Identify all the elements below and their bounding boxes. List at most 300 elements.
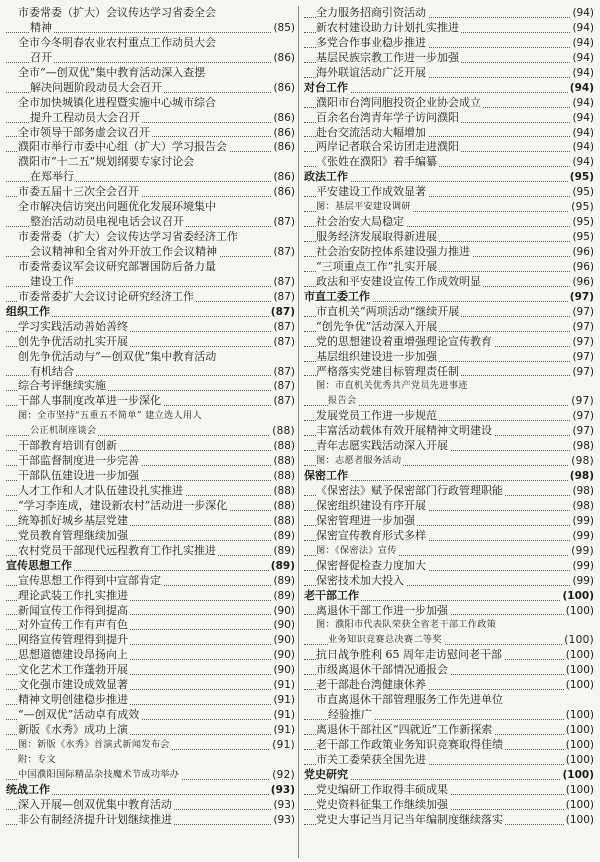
page-number: (99) [572, 559, 594, 572]
entry-title: 文化强市建设成效显著 [18, 678, 128, 692]
toc-entry[interactable] [304, 693, 594, 708]
page-number: (89) [270, 559, 295, 572]
entry-title: 干部人事制度改革进一步深化 [18, 394, 161, 408]
entry-title: 全力服务招商引资活动 [316, 6, 426, 19]
page-number: (90) [273, 634, 295, 647]
page-number: (87) [273, 216, 295, 229]
entry-title: 农村党员干部现代远程教育工作扎实推进 [18, 543, 216, 557]
section-title: 组织工作 [6, 304, 50, 318]
toc-entry[interactable] [6, 335, 295, 350]
page-number: (97) [571, 395, 594, 408]
page-number: (100) [565, 738, 594, 751]
page-number: (96) [572, 275, 594, 288]
entry-title: 干部教育培训有创新 [18, 439, 117, 453]
page-number: (94) [572, 156, 594, 169]
entry-title: 老干部工作政策业务知识竞赛取得佳绩 [316, 737, 503, 751]
toc-entry[interactable] [6, 514, 295, 529]
entry-title: 基层民族宗教工作进一步加强 [316, 50, 459, 64]
toc-entry[interactable] [304, 424, 594, 439]
page-number: (94) [572, 36, 594, 49]
toc-entry[interactable] [304, 813, 594, 828]
page-number: (94) [572, 96, 594, 109]
toc-entry[interactable] [304, 215, 594, 230]
entry-title: 附：专文 [18, 753, 56, 765]
toc-entry[interactable] [304, 260, 594, 275]
page-number: (99) [572, 514, 594, 527]
section-title: 宣传思想工作 [6, 558, 72, 572]
page-number: (97) [569, 290, 594, 303]
toc-entry[interactable] [304, 320, 594, 335]
entry-title: 图：市直机关优秀共产党员先进事迹 [316, 380, 468, 392]
page-number: (91) [273, 679, 295, 692]
toc-entry[interactable] [304, 708, 594, 723]
toc-entry[interactable] [304, 275, 594, 290]
toc-entry[interactable] [6, 723, 295, 738]
toc-entry[interactable] [304, 529, 594, 544]
entry-title: 基层组织建设进一步加强 [316, 349, 437, 363]
page-number: (94) [572, 66, 594, 79]
page-number: (88) [273, 470, 295, 483]
toc-section-heading[interactable] [304, 81, 594, 96]
entry-title: 图：基层平安建设调研 [316, 201, 411, 213]
entry-title: 业务知识竞赛总决赛二等奖 [328, 634, 442, 646]
toc-entry[interactable] [6, 111, 295, 126]
toc-entry[interactable] [304, 96, 594, 111]
page-number: (91) [273, 709, 295, 722]
toc-entry[interactable] [6, 200, 295, 215]
entry-title: 图：濮阳市代表队荣获全省老干部工作政策 [316, 619, 497, 631]
section-title: 政法工作 [304, 170, 348, 184]
section-title: 统战工作 [6, 782, 50, 796]
toc-entry[interactable] [304, 753, 594, 768]
toc-section-heading[interactable] [6, 305, 295, 320]
entry-title: 市直机关“两项活动”继续开展 [316, 304, 460, 318]
toc-entry[interactable] [304, 66, 594, 81]
toc-entry[interactable] [6, 155, 295, 170]
entry-title: 文化艺术工作蓬勃开展 [18, 663, 128, 677]
page-number: (87) [270, 305, 295, 318]
page-number: (100) [565, 724, 594, 736]
entry-title: 精神文明创建稳步推进 [18, 693, 128, 707]
toc-entry[interactable] [304, 155, 594, 170]
entry-title: 全市“—创双优”集中教育活动深入查摆 [18, 65, 206, 79]
section-title: 保密工作 [304, 469, 348, 483]
page-number: (100) [565, 679, 594, 692]
toc-entry[interactable] [6, 574, 295, 589]
entry-title: “—创双优”活动卓有成效 [18, 708, 140, 722]
page-number: (86) [273, 141, 295, 154]
page-number: (90) [273, 664, 295, 677]
entry-title: 保密管理进一步加强 [316, 513, 415, 527]
entry-title: 党史编研工作取得丰硕成果 [316, 782, 448, 796]
toc-entry[interactable] [6, 648, 295, 663]
toc-entry[interactable] [6, 21, 295, 36]
page-number: (96) [572, 260, 594, 273]
entry-title: 建设工作 [30, 274, 74, 288]
toc-entry[interactable] [6, 379, 295, 394]
entry-title: 对外宣传工作有声有色 [18, 618, 128, 632]
page-number: (89) [273, 529, 295, 542]
toc-entry[interactable] [304, 648, 594, 663]
toc-section-heading[interactable] [304, 469, 594, 484]
toc-entry[interactable] [304, 305, 594, 320]
entry-title: 保密宣传教育形式多样 [316, 528, 426, 542]
page-number: (97) [572, 365, 594, 378]
toc-entry[interactable] [6, 454, 295, 469]
page-number: (97) [572, 425, 594, 438]
toc-entry[interactable] [304, 618, 594, 633]
toc-entry[interactable] [304, 439, 594, 454]
toc-entry[interactable] [304, 126, 594, 141]
column-divider [298, 6, 299, 858]
toc-right-column [304, 6, 594, 828]
entry-title: 图：《保密法》宣传 [316, 544, 397, 556]
entry-title: 全市加快城镇化进程暨实施中心城市综合 [18, 95, 216, 109]
page-number: (100) [565, 649, 594, 662]
page-number: (87) [273, 275, 295, 288]
page-number: (91) [273, 724, 295, 736]
page-number: (90) [273, 619, 295, 632]
entry-title: 全市今冬明春农业农村重点工作动员大会 [18, 35, 216, 49]
page-number: (94) [572, 141, 594, 154]
entry-title: 多党合作事业稳步推进 [316, 35, 426, 49]
page-number: (88) [273, 455, 295, 468]
page-number: (100) [565, 664, 594, 677]
entry-title: “学习李连成，建设新农村”活动进一步深化 [18, 498, 228, 512]
page-number: (86) [273, 126, 295, 139]
section-title: 党史研究 [304, 767, 348, 781]
page-number: (90) [273, 649, 295, 662]
entry-title: 深入开展—创双优集中教育活动 [18, 797, 172, 811]
entry-title: 百余名台湾青年学子访问濮阳 [316, 110, 459, 124]
toc-entry[interactable] [6, 738, 295, 753]
page-number: (91) [273, 694, 295, 707]
toc-entry[interactable] [6, 633, 295, 648]
page-number: (99) [572, 529, 594, 542]
page-number: (97) [572, 350, 594, 363]
toc-section-heading[interactable] [6, 783, 295, 798]
page-number: (95) [571, 201, 594, 214]
toc-entry[interactable] [6, 589, 295, 604]
entry-title: 党员教育管理继续加强 [18, 528, 128, 542]
entry-title: 濮阳市举行市委中心组（扩大）学习报告会 [18, 140, 227, 154]
toc-entry[interactable] [304, 335, 594, 350]
page-number: (87) [273, 320, 295, 333]
page-number: (93) [273, 798, 295, 811]
entry-title: 综合考评继续实施 [18, 379, 106, 393]
toc-entry[interactable] [6, 140, 295, 155]
page-number: (97) [572, 335, 594, 348]
toc-entry[interactable] [6, 66, 295, 81]
page-number: (100) [565, 783, 594, 796]
toc-entry[interactable] [6, 439, 295, 454]
entry-title: 赴台交流活动大幅增加 [316, 125, 426, 139]
entry-title: 经验推广 [328, 708, 372, 722]
toc-entry[interactable] [304, 350, 594, 365]
toc-entry[interactable] [6, 484, 295, 499]
page-number: (89) [273, 544, 295, 557]
toc-entry[interactable] [6, 394, 295, 409]
toc-entry[interactable] [304, 559, 594, 574]
page-number: (100) [562, 768, 594, 781]
page-number: (98) [569, 470, 594, 483]
entry-title: 《张姓在濮阳》着手编纂 [316, 155, 437, 169]
page-number: (87) [273, 395, 295, 408]
toc-section-heading[interactable] [6, 559, 295, 574]
toc-entry[interactable] [6, 499, 295, 514]
toc-entry[interactable] [304, 663, 594, 678]
toc-entry[interactable] [6, 753, 295, 768]
toc-entry[interactable] [304, 798, 594, 813]
entry-title: 非公有制经济提升计划继续推进 [18, 812, 172, 826]
entry-title: 保密组织建设有序开展 [316, 498, 426, 512]
page-number: (98) [572, 440, 594, 453]
page-number: (99) [571, 544, 594, 557]
toc-entry[interactable] [304, 111, 594, 126]
page-number: (90) [273, 604, 295, 617]
toc-entry[interactable] [6, 290, 295, 305]
page-number: (88) [273, 440, 295, 453]
toc-entry[interactable] [304, 574, 594, 589]
toc-entry[interactable] [304, 484, 594, 499]
entry-title: 报告会 [328, 395, 357, 407]
entry-title: 全市领导干部务虚会议召开 [18, 125, 150, 139]
toc-entry[interactable] [304, 544, 594, 559]
entry-title: 市直离退休干部管理服务工作先进单位 [316, 693, 503, 707]
page-number: (94) [572, 126, 594, 139]
entry-title: 濮阳市台湾同胞投资企业协会成立 [316, 95, 481, 109]
page-number: (87) [273, 246, 295, 258]
entry-title: 中国濮阳国际精品杂技魔术节成功举办 [18, 768, 180, 780]
toc-entry[interactable] [304, 499, 594, 514]
entry-title: 老干部赴台湾健康休养 [316, 678, 426, 692]
page-number: (100) [564, 634, 594, 647]
entry-title: 市委常委议军会议研究部署国防后备力量 [18, 259, 216, 273]
page-number: (100) [562, 589, 594, 602]
entry-title: 濮阳市“十二五”规划纲要专家讨论会 [18, 155, 195, 169]
entry-title: 离退休干部工作进一步加强 [316, 603, 448, 617]
page-number: (86) [273, 186, 295, 199]
page-number: (87) [273, 290, 295, 303]
toc-entry[interactable] [304, 21, 594, 36]
entry-title: 解决问题阶段动员大会召开 [30, 80, 162, 94]
entry-title: 图：新版《水秀》首演式新闻发布会 [18, 738, 170, 750]
toc-entry[interactable] [6, 469, 295, 484]
entry-title: 提升工程动员大会召开 [30, 110, 140, 124]
page-number: (97) [572, 320, 594, 333]
toc-entry[interactable] [6, 6, 295, 21]
toc-left-column [6, 6, 295, 828]
toc-entry[interactable] [304, 245, 594, 260]
toc-entry[interactable] [304, 783, 594, 798]
toc-entry[interactable] [304, 738, 594, 753]
entry-title: 党的思想建设着重增强理论宣传教育 [316, 334, 492, 348]
toc-entry[interactable] [6, 81, 295, 96]
toc-entry[interactable] [6, 51, 295, 66]
toc-entry[interactable] [6, 618, 295, 633]
entry-title: 保密技术加大投入 [316, 573, 404, 587]
toc-entry[interactable] [304, 36, 594, 51]
entry-title: 丰富活动载体有效开展精神文明建设 [316, 424, 492, 438]
page-number: (93) [270, 783, 295, 796]
toc-section-heading[interactable] [304, 290, 594, 305]
page-number: (87) [273, 380, 295, 393]
toc-entry[interactable] [304, 514, 594, 529]
toc-entry[interactable] [6, 126, 295, 141]
entry-title: 新农村建设助力计划扎实推进 [316, 20, 459, 34]
toc-entry[interactable] [304, 6, 594, 21]
entry-title: 离退休干部社区“四就近”工作新探索 [316, 723, 493, 736]
entry-title: 市委常委（扩大）会议传达学习省委全会 [18, 6, 216, 19]
toc-entry[interactable] [304, 379, 594, 394]
toc-entry[interactable] [304, 633, 594, 648]
toc-entry[interactable] [6, 544, 295, 559]
toc-entry[interactable] [304, 678, 594, 693]
toc-entry[interactable] [304, 394, 594, 409]
toc-entry[interactable] [6, 693, 295, 708]
toc-entry[interactable] [6, 185, 295, 200]
page-number: (97) [572, 305, 594, 318]
toc-entry[interactable] [6, 260, 295, 275]
page-number: (95) [572, 231, 594, 244]
page-number: (100) [565, 604, 594, 617]
entry-title: 有机结合 [30, 364, 74, 378]
page-number: (89) [273, 574, 295, 587]
entry-title: 服务经济发展取得新进展 [316, 230, 437, 244]
page-number: (88) [272, 425, 295, 438]
entry-title: 创先争优活动扎实开展 [18, 334, 128, 348]
toc-entry[interactable] [6, 36, 295, 51]
toc-entry[interactable] [6, 320, 295, 335]
toc-entry[interactable] [6, 409, 295, 424]
toc-entry[interactable] [6, 350, 295, 365]
entry-title: 干部队伍建设进一步加强 [18, 469, 139, 483]
toc-section-heading[interactable] [304, 170, 594, 185]
toc-entry[interactable] [6, 275, 295, 290]
toc-entry[interactable] [6, 768, 295, 783]
entry-title: 统筹抓好城乡基层党建 [18, 513, 128, 527]
toc-entry[interactable] [6, 798, 295, 813]
entry-title: 宣传思想工作得到中宣部肯定 [18, 573, 161, 587]
entry-title: 理论武装工作扎实推进 [18, 588, 128, 602]
toc-entry[interactable] [6, 245, 295, 260]
page-number: (87) [273, 365, 295, 378]
toc-entry[interactable] [6, 529, 295, 544]
page-number: (95) [572, 216, 594, 229]
page-number: (99) [572, 574, 594, 587]
entry-title: 市委常委（扩大）会议传达学习省委经济工作 [18, 230, 238, 244]
page-number: (98) [571, 455, 594, 468]
toc-entry[interactable] [6, 708, 295, 723]
entry-title: 精神 [30, 20, 52, 34]
page-number: (97) [572, 410, 594, 423]
section-title: 市直工委工作 [304, 289, 370, 303]
entry-title: 严格落实党建目标管理责任制 [316, 364, 459, 378]
toc-entry[interactable] [6, 365, 295, 380]
toc-section-heading[interactable] [304, 589, 594, 604]
page-number: (88) [273, 499, 295, 512]
entry-title: 全市解决信访突出问题优化发展环境集中 [18, 200, 216, 214]
toc-entry[interactable] [304, 409, 594, 424]
page-number: (95) [572, 186, 594, 199]
entry-title: “创先争优”活动深入开展 [316, 319, 438, 333]
toc-entry[interactable] [304, 604, 594, 619]
entry-title: 学习实践活动善始善终 [18, 319, 128, 333]
entry-title: 会议精神和全省对外开放工作会议精神 [30, 245, 217, 258]
entry-title: 图：全市坚持“五重五不简单” 建立选人用人 [18, 410, 202, 422]
page-number: (86) [273, 81, 295, 94]
entry-title: 市委常委扩大会议讨论研究经济工作 [18, 289, 194, 303]
page-number: (89) [273, 589, 295, 602]
entry-title: 保密督促检查力度加大 [316, 558, 426, 572]
toc-entry[interactable] [304, 200, 594, 215]
toc-entry[interactable] [6, 170, 295, 185]
page-number: (88) [273, 514, 295, 527]
entry-title: 图：志愿者服务活动 [316, 455, 402, 467]
section-title: 对台工作 [304, 80, 348, 94]
entry-title: 网络宣传管理得到提升 [18, 633, 128, 647]
entry-title: 召开 [30, 50, 52, 64]
page-number: (95) [569, 171, 594, 184]
toc-entry[interactable] [304, 230, 594, 245]
toc-entry[interactable] [6, 424, 295, 439]
entry-title: 抗日战争胜利 65 周年走访慰问老干部 [316, 648, 502, 662]
toc-entry[interactable] [304, 51, 594, 66]
toc-entry[interactable] [304, 185, 594, 200]
page-number: (88) [273, 485, 295, 497]
entry-title: 新版《水秀》成功上演 [18, 723, 128, 736]
page-number: (98) [572, 485, 594, 497]
page-number: (94) [569, 81, 594, 94]
toc-entry[interactable] [304, 365, 594, 380]
toc-entry[interactable] [6, 230, 295, 245]
entry-title: 两岸记者联合采访团走进濮阳 [316, 140, 459, 154]
toc-entry[interactable] [6, 215, 295, 230]
toc-entry[interactable] [6, 96, 295, 111]
page-number: (92) [272, 768, 295, 781]
toc-entry[interactable] [6, 678, 295, 693]
entry-title: 公正机制座谈会 [30, 425, 97, 437]
entry-title: 政法和平安建设宣传工作成效明显 [316, 274, 481, 288]
page-number: (85) [273, 21, 295, 34]
entry-title: 海外联谊活动广泛开展 [316, 65, 426, 79]
entry-title: 《保密法》赋予保密部门行政管理职能 [316, 484, 503, 497]
entry-title: 市级离退休干部情况通报会 [316, 663, 448, 677]
entry-title: 青年志愿实践活动深入开展 [316, 439, 448, 453]
page-number: (94) [572, 111, 594, 124]
entry-title: 市关工委荣获全国先进 [316, 752, 426, 766]
entry-title: 人才工作和人才队伍建设扎实推进 [18, 484, 183, 497]
page-number: (93) [273, 813, 295, 826]
toc-entry[interactable] [304, 723, 594, 738]
toc-entry[interactable] [304, 454, 594, 469]
toc-entry[interactable] [6, 813, 295, 828]
toc-entry[interactable] [6, 663, 295, 678]
entry-title: 市委五届十三次全会召开 [18, 185, 139, 199]
entry-title: 发展党员工作进一步规范 [316, 409, 437, 423]
page-number: (100) [565, 813, 594, 826]
page-number: (86) [273, 171, 295, 184]
entry-title: 党史大事记当月记当年编制度继续落实 [316, 812, 503, 826]
toc-section-heading[interactable] [304, 768, 594, 783]
page-number: (86) [273, 111, 295, 124]
entry-title: 在郑举行 [30, 170, 74, 184]
entry-title: “三项重点工作”扎实开展 [316, 259, 438, 273]
toc-entry[interactable] [6, 604, 295, 619]
entry-title: 创先争优活动与“—创双优”集中教育活动 [18, 349, 217, 363]
page-number: (100) [565, 709, 594, 722]
toc-entry[interactable] [304, 140, 594, 155]
